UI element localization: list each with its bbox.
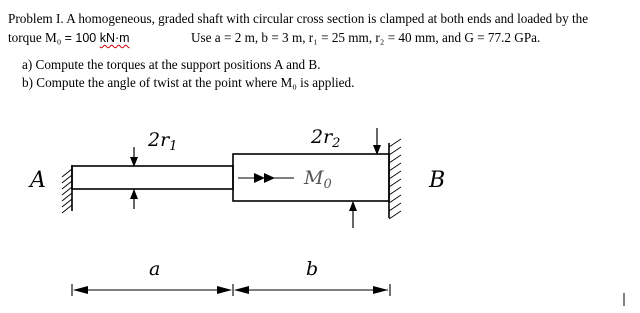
radius-right-label (310, 126, 340, 151)
left-wall (62, 165, 72, 213)
shaft-segment-a (72, 166, 233, 189)
torque-label: torque M₀ (8, 30, 65, 45)
moment-main: M (304, 167, 324, 189)
radius-left-sub: 1 (169, 139, 178, 154)
dimension-a (72, 284, 232, 296)
moment-label (303, 167, 332, 192)
dimension-b (233, 284, 390, 296)
given-values: Use a = 2 m, b = 3 m, r₁ = 25 mm, r₂ = 40 mm, and G = 77.2 GPa. (191, 30, 541, 45)
task-b: b) Compute the angle of twist at the point where M₀ is applied. (22, 75, 355, 90)
problem-line-1: Problem I. A homogeneous, graded shaft with circular cross section is clamped at both ends and loaded by the (8, 11, 589, 26)
radius-left-main: 2r (148, 129, 170, 151)
torque-value: = 100 (64, 31, 100, 45)
length-a-label: a (149, 258, 161, 280)
radius-right-sub: 2 (332, 136, 341, 151)
moment-sub: 0 (323, 177, 332, 192)
support-a-label: A (30, 168, 46, 193)
right-wall (389, 139, 401, 219)
radius-right-main: 2r (311, 126, 333, 148)
task-a: a) Compute the torques at the support positions A and B. (22, 57, 321, 72)
support-b-label: B (429, 168, 446, 193)
torque-arrow (238, 173, 294, 183)
radius-left-label (147, 129, 177, 154)
torque-unit: kN·m (99, 31, 130, 45)
length-b-label: b (306, 258, 319, 280)
